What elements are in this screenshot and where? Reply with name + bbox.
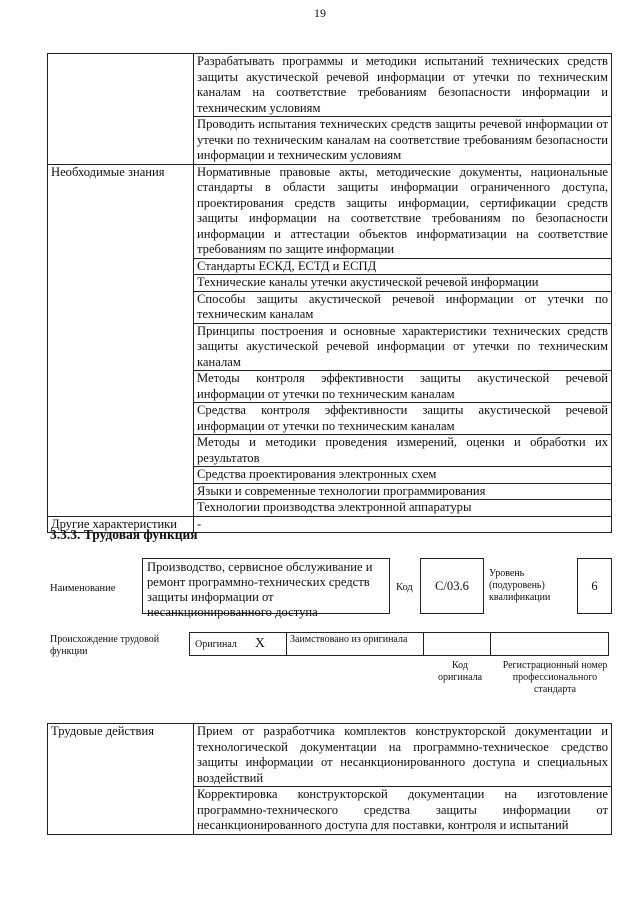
row-label [48,54,194,165]
table-cell: Технологии производства электронной аппаратуры [194,500,612,517]
table-cell: Прием от разработчика комплектов конструкторской документации и технологической документации на программно-техническое средство защиты информации от несанкционированного доступа и специальных воздействий [194,724,612,787]
table-row [48,724,612,787]
row-label-other: Другие характеристики [48,516,194,533]
table-row [48,54,612,117]
code-box [420,558,484,614]
table-cell: Средства проектирования электронных схем [194,467,612,484]
reg-number-caption: Регистрационный номер профессионального стандарта [502,660,608,695]
table-cell: Разрабатывать программы и методики испытаний технических средств защиты акустической речевой информации от утечки по техническим каналам на соответствие требованиям безопасности информации и техническим условиям [194,54,612,117]
origin-label: Происхождение трудовой функции [50,634,160,657]
origin-row [190,632,610,656]
level-label: Уровень (подуровень) квалификации [489,568,551,603]
labor-actions-table [47,723,612,835]
table-cell: Корректировка конструкторской документации на изготовление программно-технического средства защиты информации от несанкционированного доступа для поставки, контроля и испытаний [194,787,612,835]
name-label: Наименование [50,583,116,594]
table-cell: - [194,516,612,533]
code-value: C/03.6 [435,578,469,593]
table-cell: Методы и методики проведения измерений, оценки и обработки их результатов [194,435,612,467]
table-cell: Методы контроля эффективности защиты акустической речевой информации от утечки по техническим каналам [194,371,612,403]
original-mark: X [254,636,266,651]
code-label: Код [396,582,413,593]
table-cell: Принципы построения и основные характеристики технических средств защиты акустической речевой информации от утечки по техническим каналам [194,323,612,371]
level-box [577,558,612,614]
row-label-actions: Трудовые действия [48,724,194,835]
table-cell: Средства контроля эффективности защиты акустической речевой информации от утечки по техническим каналам [194,403,612,435]
table-cell: Технические каналы утечки акустической речевой информации [194,275,612,292]
code-original-caption: Код оригинала [437,660,483,683]
row-label-knowledge: Необходимые знания [48,164,194,516]
table-row [48,164,612,258]
level-value: 6 [591,578,598,593]
borrowed-cell: Заимствовано из оригинала [286,632,424,656]
code-original-cell [423,632,491,656]
table-cell: Способы защиты акустической речевой информации от утечки по техническим каналам [194,291,612,323]
table-cell: Нормативные правовые акты, методические документы, национальные стандарты в области защиты информации ограниченного доступа, проектирования средств защиты информации, сертификации средств защиты информации на соответствие требованиям по безопасности информации и аттестации объектов информатизации на соответствие требованиям по защите информации [194,164,612,258]
reg-number-cell [490,632,609,656]
section-title: 3.3.3. Трудовая функция [50,527,198,542]
original-label: Оригинал [195,638,237,650]
skills-knowledge-table [47,53,612,533]
original-cell [189,632,287,656]
page-number: 19 [314,6,326,20]
table-cell: Стандарты ЕСКД, ЕСТД и ЕСПД [194,258,612,275]
table-cell: Языки и современные технологии программирования [194,483,612,500]
function-name-box: Производство, сервисное обслуживание и ремонт программно-технических средств защиты информации от несанкционированного доступа [142,558,390,614]
table-cell: Проводить испытания технических средств защиты речевой информации от утечки по техническим каналам на соответствие требованиям безопасности информации и техническим условиям [194,117,612,165]
